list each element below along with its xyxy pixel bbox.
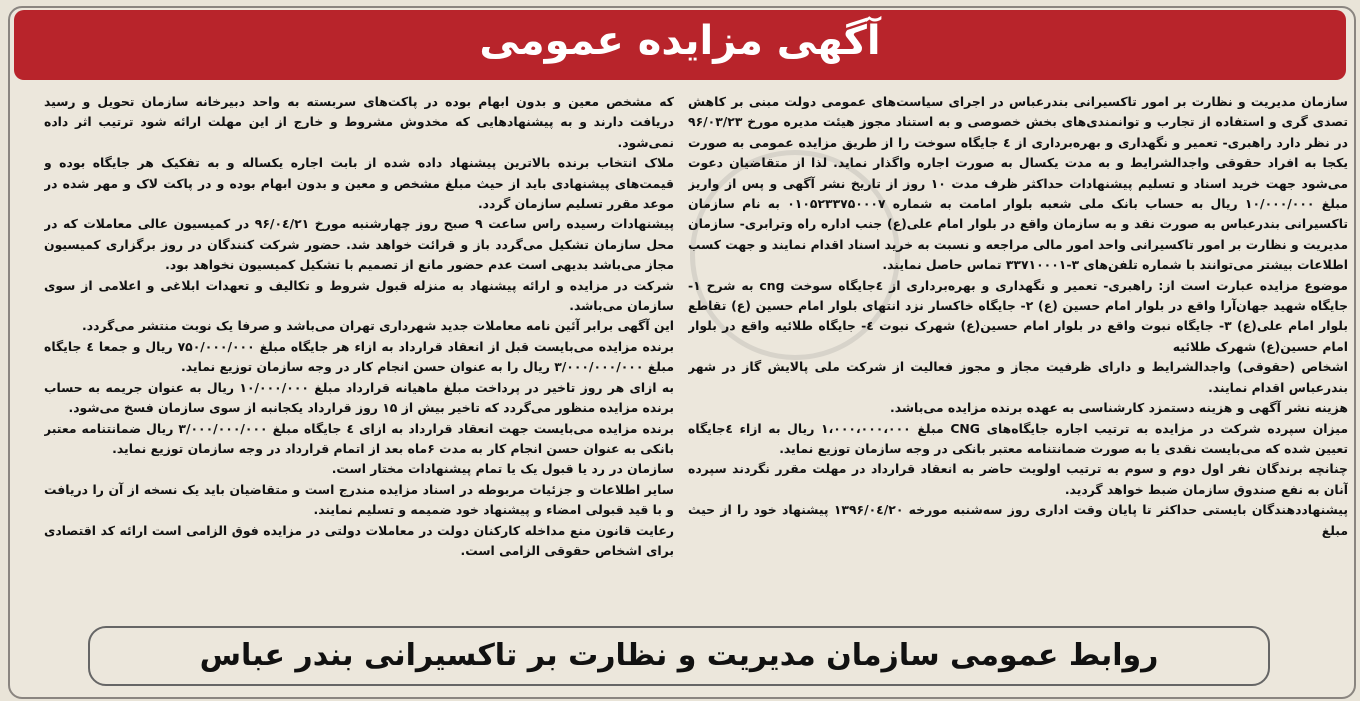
right-column [688, 92, 1348, 622]
paragraph: ملاک انتخاب برنده بالاترین پیشنهاد داده شده از بابت اجاره یکساله و به تفکیک هر جایگاه بوده و قیمت‌های پیشنهادی باید از حیث مبلغ مشخص و معین و بدون ابهام بوده و در پاکت لاک و مهر شده در موعد مقرر تسلیم سازمان گردد. [44, 155, 674, 212]
paragraph: که مشخص معین و بدون ابهام بوده در پاکت‌های سربسته به واحد دبیرخانه سازمان تحویل و رسید دریافت دارند و به پیشنهادهایی که مخدوش مشروط و خارج از این مهلت ارائه شود ترتیب اثر داده نمی‌شود. [44, 94, 674, 150]
paragraph: هزینه نشر آگهی و هزینه دستمزد کارشناسی به عهده برنده مزایده می‌باشد. [890, 400, 1348, 416]
paragraph: برنده مزایده می‌بایست جهت انعقاد قرارداد به ازای ٤ جایگاه مبلغ ۳/۰۰۰/۰۰۰/۰۰۰ ریال ضمانتنامه معتبر بانکی به عنوان حسن انجام کار به مدت ۶ماه بعد از اتمام قرارداد در وجه سازمان توزیع نماید. [44, 420, 674, 456]
ad-header [14, 10, 1346, 80]
paragraph: پیشنهاددهندگان بایستی حداکثر تا پایان وقت اداری روز سه‌شنبه مورخه ۱۳۹۶/۰٤/۲۰ پیشنهاد خود را از حیث مبلغ [688, 502, 1348, 538]
ad-title: آگهی مزایده عمومی [479, 18, 881, 64]
paragraph: برنده مزایده می‌بایست قبل از انعقاد قرارداد به ازاء هر جایگاه مبلغ ۷۵۰/۰۰۰/۰۰۰ ریال و جمعا ٤ جایگاه مبلغ ۳/۰۰۰/۰۰۰/۰۰۰ ریال را به عنوان حسن انجام کار در وجه سازمان توزیع نماید. [44, 338, 674, 375]
ad-footer [88, 626, 1270, 686]
paragraph: رعایت قانون منع مداخله کارکنان دولت در معاملات دولتی در مزایده فوق الزامی است ارائه کد اقتصادی برای اشخاص حقوقی الزامی است. [44, 522, 674, 558]
paragraph: سازمان در رد یا قبول یک یا تمام پیشنهادات مختار است. [331, 461, 674, 477]
paragraph: سایر اطلاعات و جزئیات مربوطه در اسناد مزایده مندرج است و متقاضیان باید یک نسخه از آن را دریافت و با قید قبولی امضاء و پیشنهاد خود ضمیمه و تسلیم نمایند. [44, 481, 674, 518]
paragraph: شرکت در مزایده و ارائه پیشنهاد به منزله قبول شروط و تکالیف و تعهدات ابلاغی و اعلامی از سوی سازمان می‌باشد. [44, 277, 674, 314]
footer-text: روابط عمومی سازمان مدیریت و نظارت بر تاکسیرانی بندر عباس [199, 638, 1159, 673]
paragraph: میزان سپرده شرکت در مزایده به ترتیب اجاره جایگاه‌های CNG مبلغ ۱،۰۰۰،۰۰۰،۰۰۰ ریال به ازاء ٤جایگاه تعیین شده که می‌بایست نقدی یا به صورت ضمانتنامه معتبر بانکی در وجه سازمان توزیع نماید. [688, 420, 1348, 456]
paragraph: به ازای هر روز تاخیر در پرداخت مبلغ ماهیانه قرارداد مبلغ ۱۰/۰۰۰/۰۰۰ ریال به عنوان جریمه به حساب برنده مزایده منظور می‌گردد که تاخیر بیش از ۱۵ روز قرارداد یکجانبه از سوی سازمان فسخ می‌شود. [44, 379, 674, 416]
paragraph: پیشنهادات رسیده راس ساعت ۹ صبح روز چهارشنبه مورخ ۹۶/۰٤/۲۱ در کمیسیون عالی معاملات که در محل سازمان تشکیل می‌گردد باز و قرائت خواهد شد. حضور شرکت کنندگان در روز برگزاری کمیسیون مجاز می‌باشد بدیهی است عدم حضور مانع از تصمیم با تشکیل کمیسیون نخواهد بود. [44, 216, 674, 273]
paragraph: اشخاص (حقوقی) واجدالشرایط و دارای ظرفیت مجاز و مجوز فعالیت از شرکت ملی پالایش گاز در شهر بندرعباس اقدام نمایند. [688, 359, 1348, 395]
paragraph: سازمان مدیریت و نظارت بر امور تاکسیرانی بندرعباس در اجرای سیاست‌های عمومی دولت مبنی بر کاهش تصدی گری و استفاده از تجارب و توانمندی‌های بخش خصوصی و به استناد مجوز هیئت مدیره مورخ ۹۶/۰۳/۲۳ در نظر دارد راهبری- تعمیر و نگهداری و بهره‌برداری از ٤ جایگاه سوخت را از طریق مزایده عمومی به صورت یکجا به افراد حقوقی واجدالشرایط و به مدت یکسال به صورت اجاره واگذار نماید. لذا از متقاضیان دعوت می‌شود جهت خرید اسناد و تسلیم پیشنهادات حداکثر ظرف مدت ۱۰ روز از تاریخ نشر آگهی و پس از واریز مبلغ ۱۰/۰۰۰/۰۰۰ ریال به حساب بانک ملی شعبه بلوار امامت به شماره ۰۱۰۵۲۳۳۷۵۰۰۰۷ به نام سازمان تاکسیرانی بندرعباس به صورت نقد و به سازمان واقع در بلوار امام علی(ع) جنب اداره راه وترابری- سازمان مدیریت و نظارت بر امور تاکسیرانی واحد امور مالی مراجعه و نسبت به خرید اسناد اقدام نمایند و جهت کسب اطلاعات بیشتر می‌توانند با شماره تلفن‌های ۳-۳۳۷۱۰۰۰۱ تماس حاصل نمایند. [688, 94, 1348, 273]
paragraph: موضوع مزایده عبارت است از: راهبری- تعمیر و نگهداری و بهره‌برداری از ٤جایگاه سوخت cng به شرح ۱- جایگاه شهید جهان‌آرا واقع در بلوار امام حسین (ع) ۲- جایگاه خاکسار نزد انتهای بلوار امام حسین (ع) تقاطع بلوار امام علی(ع) ۳- جایگاه نبوت واقع در بلوار امام حسین(ع) شهرک نبوت ٤- جایگاه طلائیه واقع در بلوار امام حسین(ع) شهرک طلائیه [688, 277, 1348, 354]
left-column [44, 92, 674, 622]
paragraph: این آگهی برابر آئین نامه معاملات جدید شهرداری تهران می‌باشد و صرفا یک نوبت منتشر می‌گردد. [82, 318, 674, 334]
paragraph: چنانچه برندگان نفر اول دوم و سوم به ترتیب اولویت حاضر به انعقاد قرارداد در مهلت مقرر نگردند سپرده آنان به نفع صندوق سازمان ضبط خواهد گردید. [688, 461, 1348, 497]
